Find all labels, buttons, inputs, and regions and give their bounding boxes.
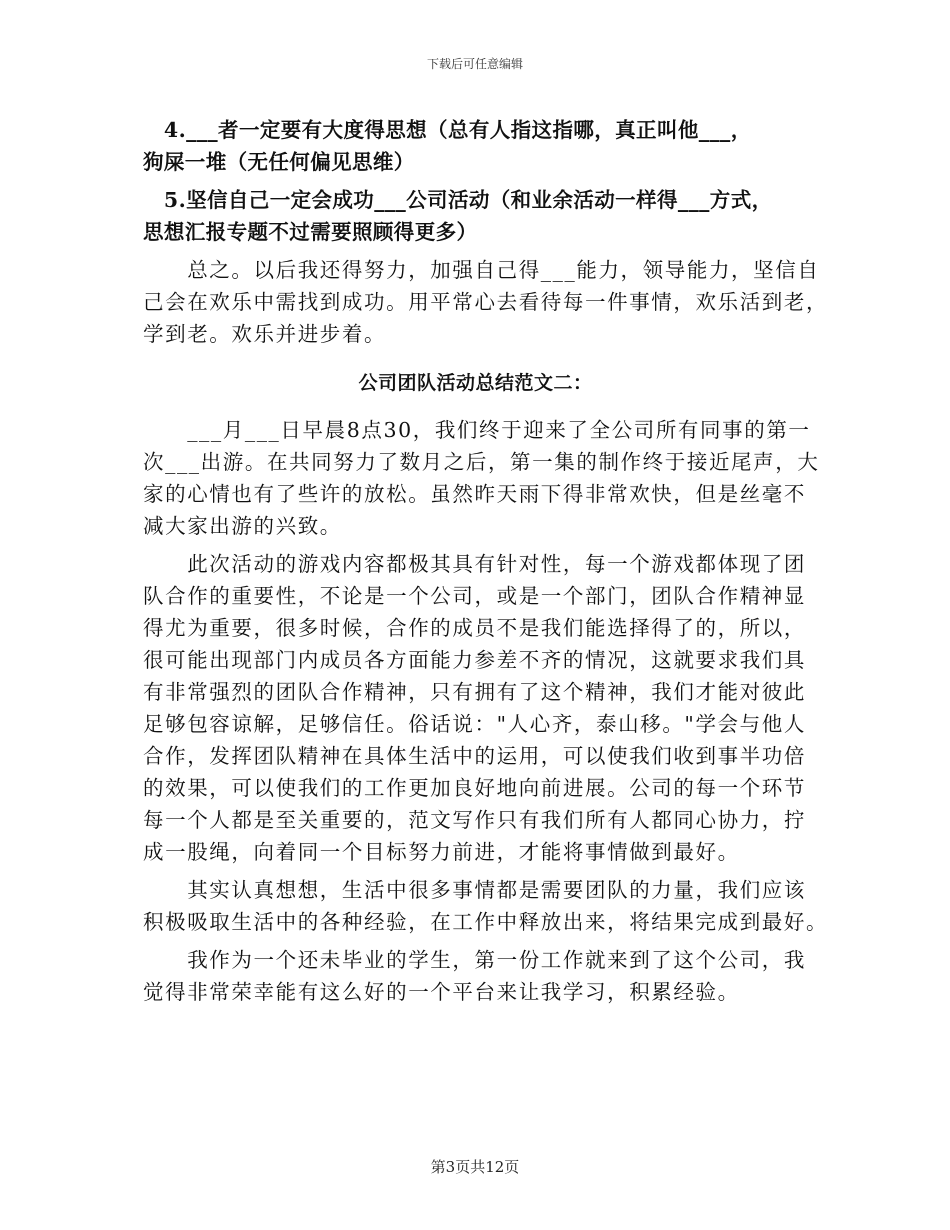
- text-line: 己会在欢乐中需找到成功。用平常心去看待每一件事情，欢乐活到老，: [143, 290, 829, 314]
- text-line: 成一股绳，向着同一个目标努力前进，才能将事情做到最好。: [143, 840, 740, 864]
- text-line: 减大家出游的兴致。: [143, 514, 342, 538]
- paragraph: [143, 414, 820, 542]
- text-line: 队合作的重要性，不论是一个公司，或是一个部门，团队合作精神显: [143, 584, 806, 608]
- text-line: 我作为一个还未毕业的学生，第一份工作就来到了这个公司，我: [143, 948, 806, 972]
- text-line: 狗屎一堆（无任何偏见思维）: [143, 150, 415, 174]
- list-item: [143, 114, 808, 178]
- text-line: 有非常强烈的团队合作精神，只有拥有了这个精神，我们才能对彼此: [143, 680, 806, 704]
- text-line: 每一个人都是至关重要的，范文写作只有我们所有人都同心协力，拧: [143, 808, 806, 832]
- page-footer: 第3页共12页: [430, 1158, 520, 1176]
- text-line: 4.___者一定要有大度得思想（总有人指这指哪，真正叫他___，: [143, 118, 752, 142]
- text-line: 很可能出现部门内成员各方面能力参差不齐的情况，这就要求我们具: [143, 648, 806, 672]
- text-line: 总之。以后我还得努力，加强自己得___能力，领导能力，坚信自: [143, 258, 820, 282]
- paragraph: [143, 874, 829, 938]
- text-line: 次___出游。在共同努力了数月之后，第一集的制作终于接近尾声，大: [143, 450, 820, 474]
- text-line: 得尤为重要，很多时候，合作的成员不是我们能选择得了的，所以，: [143, 616, 806, 640]
- document-body: [143, 114, 829, 1008]
- text-line: ___月___日早晨8点30，我们终于迎来了全公司所有同事的第一: [143, 418, 811, 442]
- text-line: 合作，发挥团队精神在具体生活中的运用，可以使我们收到事半功倍: [143, 744, 806, 768]
- text-line: 此次活动的游戏内容都极其具有针对性，每一个游戏都体现了团: [143, 552, 806, 576]
- paragraph: [143, 944, 808, 1008]
- text-line: 觉得非常荣幸能有这么好的一个平台来让我学习，积累经验。: [143, 980, 740, 1004]
- text-line: 学到老。欢乐并进步着。: [143, 322, 387, 346]
- text-line: 思想汇报专题不过需要照顾得更多）: [143, 220, 478, 244]
- list-item: [143, 184, 808, 248]
- text-line: 足够包容谅解，足够信任。俗话说："人心齐，泰山移。"学会与他人: [143, 712, 806, 736]
- section-title: 公司团队活动总结范文二：: [358, 372, 593, 394]
- text-line: 其实认真想想，生活中很多事情都是需要团队的力量，我们应该: [143, 878, 806, 902]
- text-line: 的效果，可以使我们的工作更加良好地向前进展。公司的每一个环节: [143, 776, 806, 800]
- page-header: 下载后可任意编辑: [426, 57, 523, 71]
- text-line: 5.坚信自己一定会成功___公司活动（和业余活动一样得___方式，: [143, 188, 773, 212]
- paragraph: [143, 254, 829, 350]
- text-line: 家的心情也有了些许的放松。虽然昨天雨下得非常欢快，但是丝毫不: [143, 482, 806, 506]
- text-line: 积极吸取生活中的各种经验，在工作中释放出来，将结果完成到最好。: [143, 910, 829, 934]
- paragraph: [143, 548, 808, 868]
